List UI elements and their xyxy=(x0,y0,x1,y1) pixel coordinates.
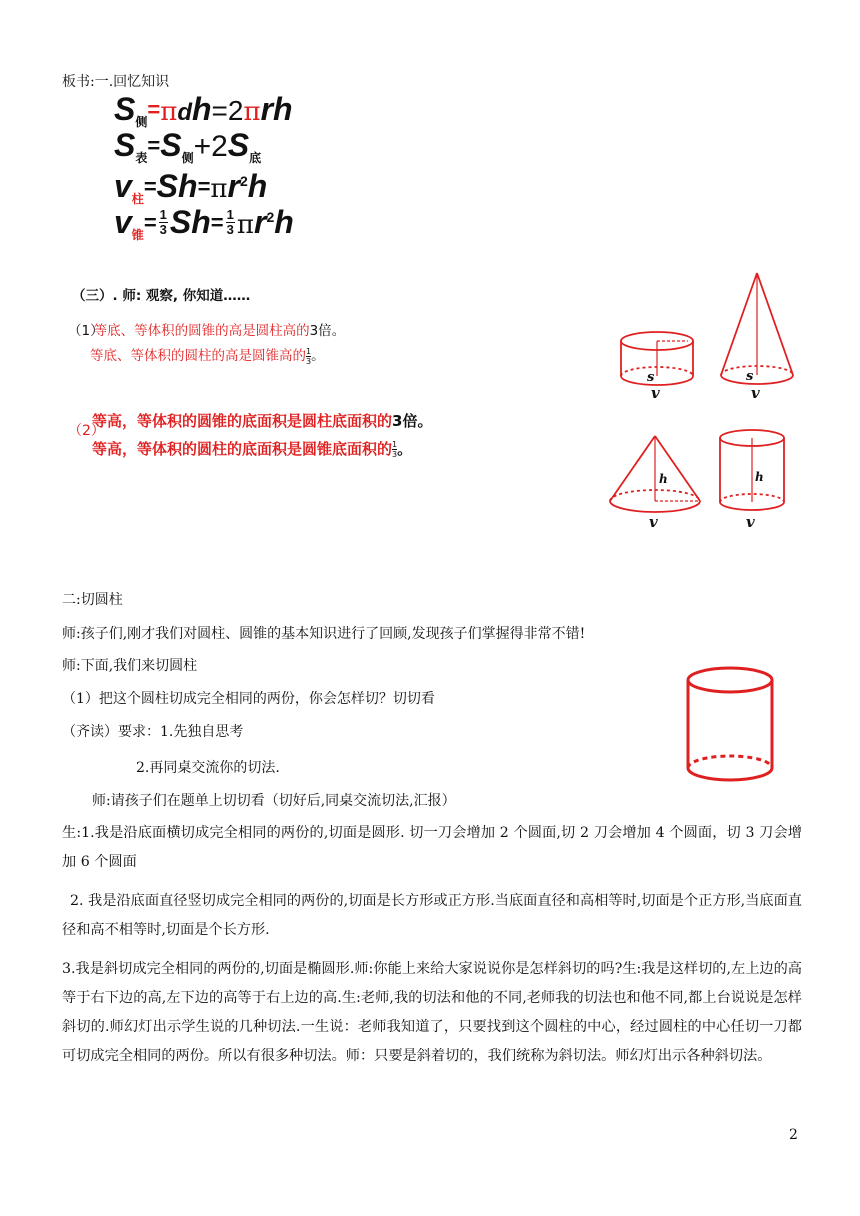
item2-line2: 等高，等体积的圆柱的底面积是圆锥底面积的 $\frac{1}{3}$ 。 xyxy=(92,440,413,459)
formula-surface-area: $S_表=S_侧+2S_底$ xyxy=(114,127,262,165)
task-line: （1）把这个圆柱切成完全相同的两份，你会怎样切？切切看 xyxy=(62,691,435,707)
teacher-line-1: 师:孩子们,刚才我们对圆柱、圆锥的基本知识进行了回顾,发现孩子们掌握得非常不错! xyxy=(62,626,586,642)
teacher-line-3: 师:请孩子们在题单上切切看（切好后,同桌交流切法,汇报） xyxy=(92,793,456,809)
cone2-right-edge xyxy=(655,436,700,501)
item1-line1: （1）等底、等体积的圆锥的高是圆柱高的3倍。 xyxy=(68,323,346,339)
cone-base-front xyxy=(721,375,793,384)
label-h-cone: h xyxy=(659,472,668,486)
requirement-line-2: 2.再同桌交流你的切法. xyxy=(136,760,280,776)
teacher-line-2: 师:下面,我们来切圆柱 xyxy=(62,658,198,674)
figure-equal-base xyxy=(610,265,810,405)
section-heading-observe: （三）. 师: 观察, 你知道…… xyxy=(72,288,251,304)
cone-right-edge xyxy=(757,273,793,375)
label-v-cone: v xyxy=(751,384,760,402)
student-answer-2: 2. 我是沿底面直径竖切成完全相同的两份的,切面是长方形或正方形.当底面直径和高相等时,切面是个正方形,当底面直径和高不相等时,切面是个长方形. xyxy=(62,893,802,938)
board-title: 板书:一.回忆知识 xyxy=(62,74,170,90)
label-v-cylinder: v xyxy=(651,384,660,402)
item2-marker: （2） xyxy=(68,423,105,439)
label-s-cone: s xyxy=(746,369,754,384)
page-number: 2 xyxy=(789,1127,798,1143)
student-answer-1: 生:1.我是沿底面横切成完全相同的两份的,切面是圆形. 切一刀会增加 2 个圆面,切 2 刀会增加 4 个圆面，切 3 刀会增加 6 个圆面 xyxy=(62,825,802,870)
figure-cylinder-to-cut xyxy=(680,660,780,790)
label-v-cone2: v xyxy=(649,513,658,531)
section-heading-cut-cylinder: 二:切圆柱 xyxy=(62,592,123,608)
requirement-line-1: （齐读）要求：1.先独自思考 xyxy=(62,724,244,740)
formula-cylinder-volume: $v_柱=Sh=\pi r^2h$ xyxy=(114,168,268,206)
formula-cone-volume: $v_锥=$ $\frac{1}{3}$ Sh= $\frac{1}{3}$ $\pi r^2h$ xyxy=(114,204,294,242)
label-s-cylinder: s xyxy=(647,370,655,385)
cone-left-edge xyxy=(721,273,757,375)
label-v-cylinder2: v xyxy=(746,513,755,531)
label-h-cylinder: h xyxy=(755,470,764,484)
item1-line2: 等底、等体积的圆柱的高是圆锥高的 $\frac{1}{3}$ 。 xyxy=(90,346,325,366)
item2-line1: 等高，等体积的圆锥的底面积是圆柱底面积的3倍。 xyxy=(92,412,433,430)
figure-equal-height xyxy=(602,428,802,536)
formula-lateral-area: $S_侧=\pi dh=2\pi rh$ xyxy=(114,91,293,129)
student-answer-3: 3.我是斜切成完全相同的两份的,切面是椭圆形.师:你能上来给大家说说你是怎样斜切的吗?生:我是这样切的,左上边的高等于右下边的高,左下边的高等于右上边的高.生:老师,我的切法和他的不同,老师我的切法也和他不同,都上台说说是怎样斜切的.师幻灯出示学生说的几种切法.一生说：老师我知道了，只要找到这个圆柱的中心，经过圆柱的中心任切一刀都可切成完全相同的两份。所以有很多种切法。师：只要是斜着切的，我们统称为斜切法。师幻灯出示各种斜切法。 xyxy=(62,961,802,1064)
